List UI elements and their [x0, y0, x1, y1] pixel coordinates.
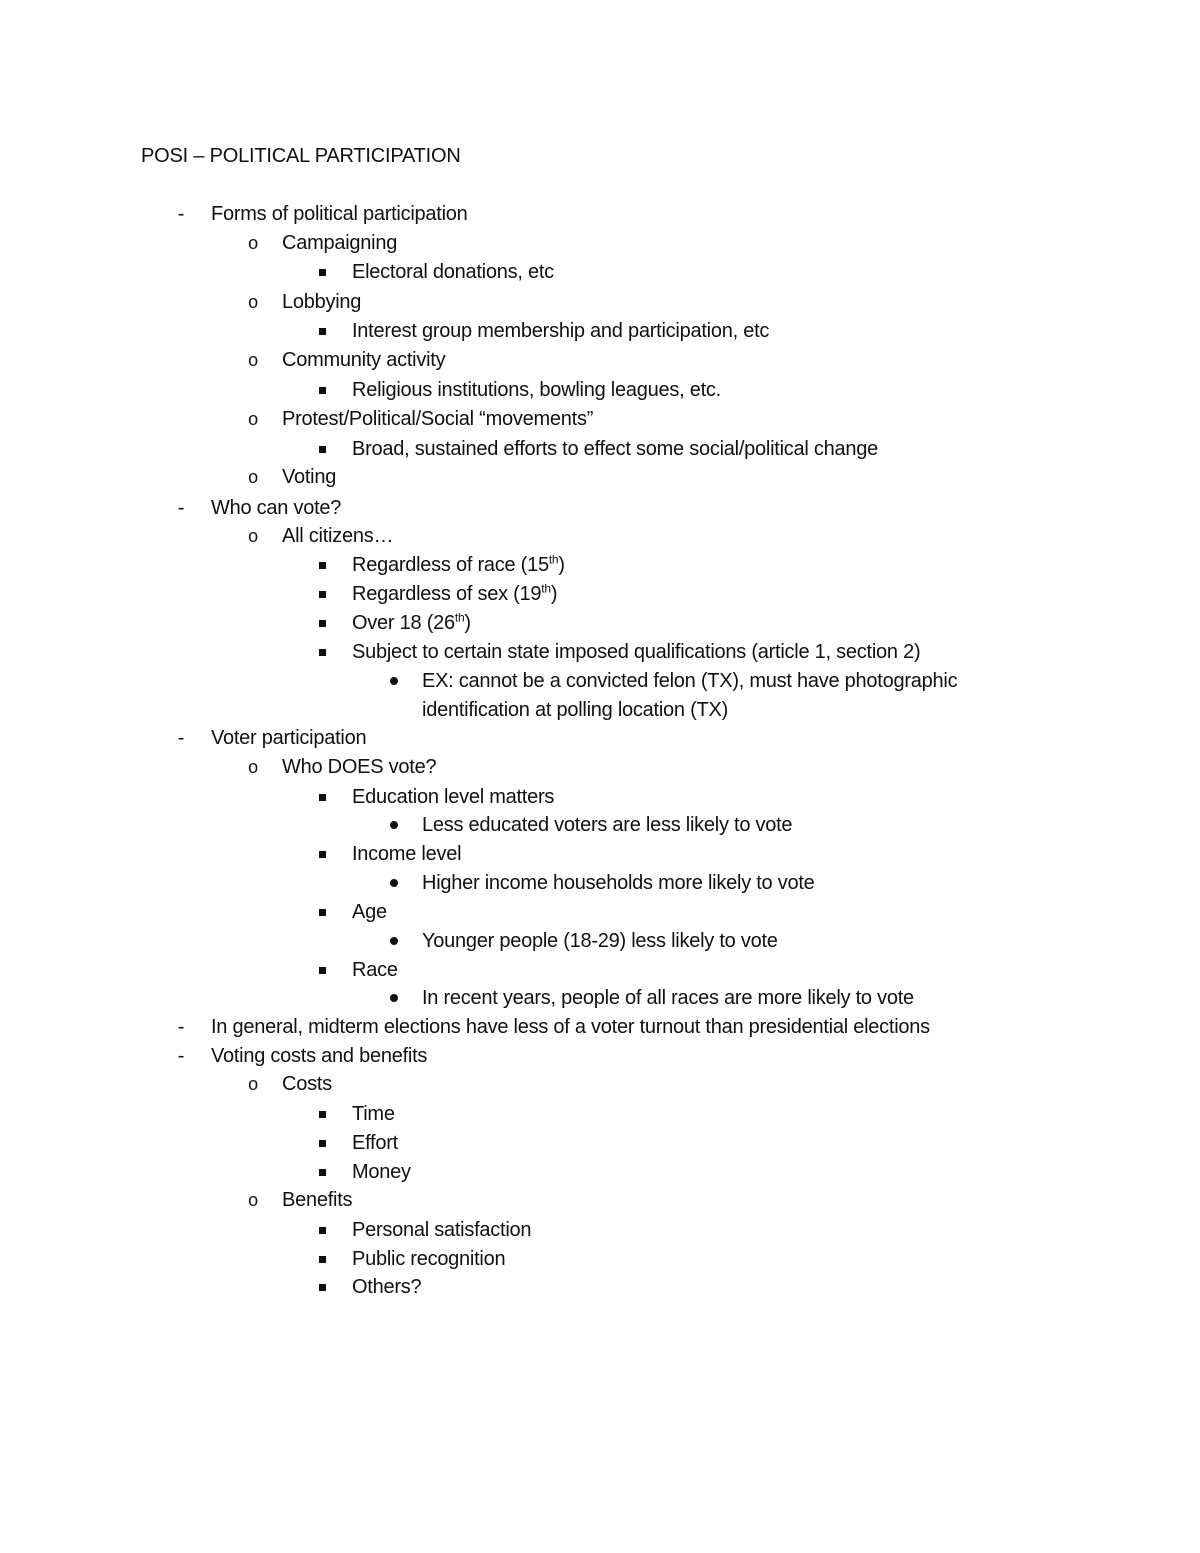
square-bullet-icon [315, 580, 329, 608]
outline-item-text [352, 783, 554, 811]
circle-bullet-icon: o [248, 233, 258, 253]
outline-item-level-4 [0, 696, 1200, 724]
circle-bullet-icon: o [248, 409, 258, 429]
outline-item-level-2 [0, 1070, 1200, 1098]
outline-item-label: Who can vote? [211, 497, 342, 519]
outline-item-label: Income level [352, 843, 462, 865]
outline-item-text [352, 1129, 398, 1157]
outline-item-level-2 [0, 463, 1200, 491]
outline-item-text [352, 317, 769, 345]
outline-item-text [352, 435, 878, 463]
dot-bullet-icon [387, 667, 401, 695]
closing-parenthesis: ) [558, 554, 565, 576]
square-bullet-icon [315, 1245, 329, 1273]
closing-parenthesis: ) [550, 583, 558, 605]
outline-item-level-3 [0, 1216, 1200, 1244]
outline-item-label: Regardless of race (15 [352, 554, 549, 576]
outline-item-text [211, 1042, 427, 1070]
outline-item-label: All citizens… [282, 525, 394, 547]
outline-item-text [422, 811, 792, 839]
ordinal-superscript: th [454, 610, 465, 625]
square-bullet-icon [315, 898, 329, 926]
outline-item-label: Voting costs and benefits [211, 1045, 428, 1067]
dot-bullet-icon [387, 869, 401, 897]
square-bullet-icon [315, 1273, 329, 1301]
dot-bullet-icon [387, 984, 401, 1012]
outline-item-label: Younger people (18-29) less likely to vote [422, 930, 778, 952]
square-bullet-icon [315, 1100, 329, 1128]
outline-item-level-1 [0, 1042, 1200, 1070]
outline-item-level-3 [0, 435, 1200, 463]
outline-item-text [211, 494, 341, 522]
outline-item-label: Money [352, 1161, 411, 1183]
outline-item-level-4 [0, 927, 1200, 955]
outline-item-text [282, 1186, 352, 1214]
square-bullet-icon [315, 317, 329, 345]
square-bullet-icon [315, 376, 329, 404]
outline-item-text [282, 753, 436, 781]
outline-item-text [211, 1013, 930, 1041]
outline-item-text [352, 638, 920, 666]
dash-bullet-icon: - [177, 1045, 185, 1067]
outline-item-text [352, 1273, 421, 1301]
circle-bullet-icon: o [248, 526, 258, 546]
outline-item-level-2 [0, 753, 1200, 781]
outline-item-label: Religious institutions, bowling leagues, etc. [352, 379, 721, 401]
outline-item-text [352, 376, 721, 404]
dot-bullet-icon [387, 811, 401, 839]
square-bullet-icon [315, 1216, 329, 1244]
outline-item-level-3 [0, 580, 1200, 608]
outline-item-level-3 [0, 376, 1200, 404]
outline-item-level-3 [0, 1129, 1200, 1157]
square-bullet-icon [315, 435, 329, 463]
outline-item-label: Electoral donations, etc [352, 261, 554, 283]
outline-item-label: Over 18 (26 [352, 612, 455, 634]
outline-item-text [422, 696, 728, 724]
outline-item-level-4 [0, 869, 1200, 897]
ordinal-superscript: th [548, 552, 559, 567]
outline-item-text [352, 258, 554, 286]
outline-item-label: Higher income households more likely to vote [422, 872, 815, 894]
outline-item-label: Interest group membership and participation, etc [352, 320, 770, 342]
outline-item-label: Age [352, 901, 387, 923]
outline-item-level-3 [0, 1273, 1200, 1301]
outline-item-level-3 [0, 258, 1200, 286]
outline-item-level-4 [0, 984, 1200, 1012]
circle-bullet-icon: o [248, 757, 258, 777]
outline-item-label: Lobbying [282, 291, 362, 313]
outline-item-label: Voter participation [211, 727, 367, 749]
outline-item-level-4 [0, 811, 1200, 839]
outline-item-level-1 [0, 724, 1200, 752]
outline-item-level-2 [0, 405, 1200, 433]
outline-item-text [352, 1245, 505, 1273]
outline-item-level-1 [0, 200, 1200, 228]
outline-item-label: Broad, sustained efforts to effect some social/political change [352, 438, 879, 460]
square-bullet-icon [315, 783, 329, 811]
outline-item-label: identification at polling location (TX) [422, 699, 728, 721]
circle-bullet-icon: o [248, 467, 258, 487]
outline-item-label: Time [352, 1103, 395, 1125]
outline-item-label: Regardless of sex (19 [352, 583, 542, 605]
outline-item-label: Voting [282, 466, 337, 488]
square-bullet-icon [315, 956, 329, 984]
circle-bullet-icon: o [248, 292, 258, 312]
outline-item-text [282, 463, 336, 491]
outline-item-text [352, 898, 387, 926]
dot-bullet-icon [387, 927, 401, 955]
dash-bullet-icon: - [177, 727, 185, 749]
outline-item-text [352, 609, 471, 637]
outline-item-level-1 [0, 1013, 1200, 1041]
outline-item-label: Forms of political participation [211, 203, 468, 225]
outline-item-text [282, 522, 393, 550]
closing-parenthesis: ) [464, 612, 471, 634]
outline-item-level-3 [0, 609, 1200, 637]
outline-item-text [352, 580, 557, 608]
outline-item-label: Education level matters [352, 786, 555, 808]
outline-item-level-3 [0, 840, 1200, 868]
outline-item-level-1 [0, 494, 1200, 522]
outline-item-text [352, 551, 565, 579]
outline-item-text [422, 869, 815, 897]
outline-item-label: Subject to certain state imposed qualifications (article 1, section 2) [352, 641, 921, 663]
outline-item-label: Race [352, 959, 398, 981]
outline-item-label: EX: cannot be a convicted felon (TX), must have photographic [422, 670, 958, 692]
outline-item-level-3 [0, 317, 1200, 345]
outline-item-label: Public recognition [352, 1248, 506, 1270]
outline-item-text [352, 1158, 411, 1186]
outline-item-text [422, 984, 914, 1012]
outline-item-label: Benefits [282, 1189, 353, 1211]
outline-item-label: Campaigning [282, 232, 398, 254]
outline-item-level-2 [0, 1186, 1200, 1214]
outline-item-text [282, 229, 397, 257]
circle-bullet-icon: o [248, 1074, 258, 1094]
circle-bullet-icon: o [248, 350, 258, 370]
outline-item-level-3 [0, 956, 1200, 984]
outline-item-level-2 [0, 288, 1200, 316]
outline-item-label: In recent years, people of all races are more likely to vote [422, 987, 914, 1009]
outline-item-text [282, 1070, 332, 1098]
square-bullet-icon [315, 609, 329, 637]
outline-item-text [352, 1100, 395, 1128]
outline-item-label: Effort [352, 1132, 398, 1154]
square-bullet-icon [315, 1158, 329, 1186]
square-bullet-icon [315, 840, 329, 868]
outline-item-label: Personal satisfaction [352, 1219, 532, 1241]
outline-item-text [352, 1216, 531, 1244]
outline-item-text [211, 200, 468, 228]
outline-item-text [282, 346, 445, 374]
outline-item-level-2 [0, 229, 1200, 257]
outline-item-text [352, 840, 461, 868]
outline-item-level-3 [0, 551, 1200, 579]
outline-item-level-3 [0, 1100, 1200, 1128]
outline-item-text [422, 927, 778, 955]
circle-bullet-icon: o [248, 1190, 258, 1210]
outline-item-level-3 [0, 898, 1200, 926]
ordinal-superscript: th [541, 581, 551, 596]
outline-item-level-3 [0, 783, 1200, 811]
outline-item-text [422, 667, 957, 695]
dash-bullet-icon: - [177, 203, 185, 225]
outline-item-label: Community activity [282, 349, 446, 371]
dash-bullet-icon: - [177, 1016, 185, 1038]
square-bullet-icon [315, 638, 329, 666]
outline-item-label: Others? [352, 1276, 422, 1298]
square-bullet-icon [315, 258, 329, 286]
outline-item-label: Costs [282, 1073, 332, 1095]
outline-item-level-3 [0, 638, 1200, 666]
outline-item-text [352, 956, 398, 984]
outline-item-label: Less educated voters are less likely to vote [422, 814, 793, 836]
document-title: POSI – POLITICAL PARTICIPATION [141, 145, 461, 167]
outline-item-level-2 [0, 522, 1200, 550]
outline-item-text [282, 405, 593, 433]
outline-item-label: In general, midterm elections have less of a voter turnout than presidential elections [211, 1016, 930, 1038]
outline-item-label: Protest/Political/Social “movements” [282, 408, 594, 430]
outline-item-label: Who DOES vote? [282, 756, 437, 778]
outline-item-text [211, 724, 366, 752]
outline-item-level-4 [0, 667, 1200, 695]
outline-item-level-2 [0, 346, 1200, 374]
outline-item-level-3 [0, 1158, 1200, 1186]
dash-bullet-icon: - [177, 497, 185, 519]
square-bullet-icon [315, 1129, 329, 1157]
outline-item-text [282, 288, 361, 316]
square-bullet-icon [315, 551, 329, 579]
outline-item-level-3 [0, 1245, 1200, 1273]
